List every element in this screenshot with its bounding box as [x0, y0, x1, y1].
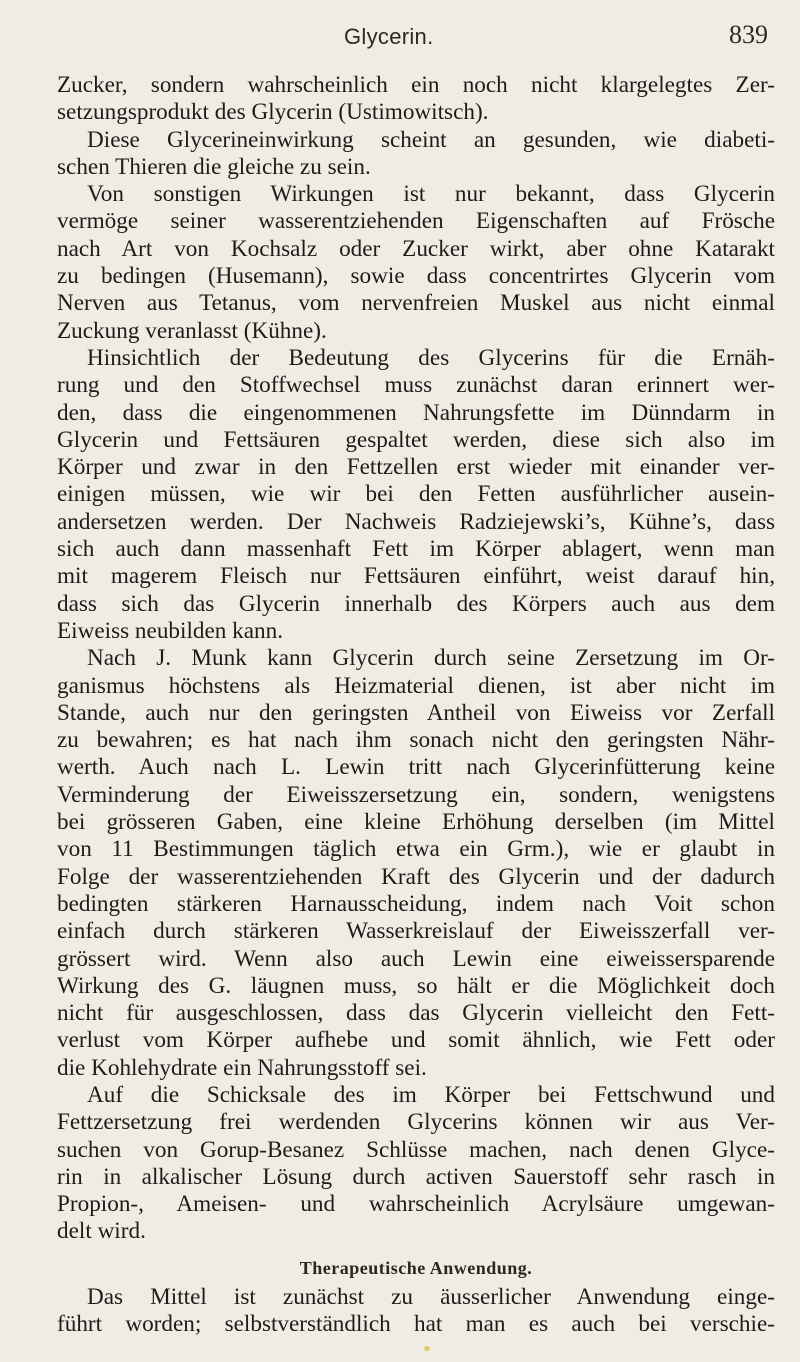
text-line: die Kohlehydrate ein Nahrungsstoff sei.	[57, 1054, 427, 1081]
text-line: dass sich das Glycerin innerhalb des Körpers auch aus dem	[57, 590, 775, 617]
text-line: setzungsprodukt des Glycerin (Ustimowitsch).	[57, 99, 489, 126]
text-line: rin in alkalischer Lösung durch activen Sauerstoff sehr rasch in	[57, 1163, 775, 1190]
page-number: 839	[729, 20, 768, 49]
text-line: schen Thieren die gleiche zu sein.	[57, 153, 371, 180]
text-line: rung und den Stoffwechsel muss zunächst daran erinnert wer-	[57, 372, 775, 399]
text-line: Fettzersetzung frei werdenden Glycerins können wir aus Ver-	[57, 1109, 775, 1136]
text-body	[57, 72, 775, 1338]
text-line: Verminderung der Eiweisszersetzung ein, sondern, wenigstens	[57, 781, 775, 808]
text-line: nicht für ausgeschlossen, dass das Glycerin vielleicht den Fett-	[57, 1000, 775, 1027]
text-line: suchen von Gorup-Besanez Schlüsse machen, nach denen Glyce-	[57, 1136, 775, 1163]
text-line: vermöge seiner wasserentziehenden Eigenschaften auf Frösche	[57, 208, 775, 235]
text-line: Wirkung des G. läugnen muss, so hält er die Möglichkeit doch	[57, 972, 775, 999]
text-line: verlust vom Körper aufhebe und somit ähnlich, wie Fett oder	[57, 1027, 775, 1054]
text-line: den, dass die eingenommenen Nahrungsfette im Dünndarm in	[57, 399, 775, 426]
text-line: zu bedingen (Husemann), sowie dass concentrirtes Glycerin vom	[57, 263, 775, 290]
text-line: sich auch dann massenhaft Fett im Körper ablagert, wenn man	[57, 536, 775, 563]
text-line: Zuckung veranlasst (Kühne).	[57, 317, 327, 344]
text-line: einfach durch stärkeren Wasserkreislauf der Eiweisszerfall ver-	[57, 918, 775, 945]
text-line: bei grösseren Gaben, eine kleine Erhöhung derselben (im Mittel	[57, 809, 775, 836]
text-line: Von sonstigen Wirkungen ist nur bekannt, dass Glycerin	[87, 181, 775, 208]
text-line: mit magerem Fleisch nur Fettsäuren einführt, weist darauf hin,	[57, 563, 775, 590]
text-line: Diese Glycerineinwirkung scheint an gesunden, wie diabeti-	[87, 126, 775, 153]
text-line: Zucker, sondern wahrscheinlich ein noch nicht klargelegtes Zer-	[57, 72, 775, 98]
running-title: Glycerin.	[344, 24, 434, 49]
text-line: nach Art von Kochsalz oder Zucker wirkt, aber ohne Katarakt	[57, 235, 775, 262]
text-line: einigen müssen, wie wir bei den Fetten ausführlicher ausein-	[57, 481, 775, 508]
text-line: Das Mittel ist zunächst zu äusserlicher Anwendung einge-	[87, 1283, 775, 1310]
text-line: Hinsichtlich der Bedeutung des Glycerins für die Ernäh-	[87, 344, 775, 371]
text-line: Stande, auch nur den geringsten Antheil von Eiweiss vor Zerfall	[57, 699, 775, 726]
text-line: bedingten stärkeren Harnausscheidung, indem nach Voit schon	[57, 890, 775, 917]
text-line: Nach J. Munk kann Glycerin durch seine Zersetzung im Or-	[87, 645, 775, 672]
text-line: zu bewahren; es hat nach ihm sonach nicht den geringsten Nähr-	[57, 727, 775, 754]
paper-speck	[424, 1346, 430, 1351]
text-line: Glycerin und Fettsäuren gespaltet werden, diese sich also im	[57, 426, 775, 453]
section-heading: Therapeutische Anwendung.	[299, 1257, 533, 1278]
text-line: Propion-, Ameisen- und wahrscheinlich Acrylsäure umgewan-	[57, 1191, 775, 1218]
text-line: werth. Auch nach L. Lewin tritt nach Glycerinfütterung keine	[57, 754, 775, 781]
section-paragraph	[57, 1284, 775, 1339]
text-line: ganismus höchstens als Heizmaterial dienen, ist aber nicht im	[57, 672, 775, 699]
text-line: andersetzen werden. Der Nachweis Radziejewski’s, Kühne’s, dass	[57, 508, 775, 535]
text-line: Folge der wasserentziehenden Kraft des Glycerin und der dadurch	[57, 863, 775, 890]
text-line: grössert wird. Wenn also auch Lewin eine eiweissersparende	[57, 945, 775, 972]
text-line: Nerven aus Tetanus, vom nervenfreien Muskel aus nicht einmal	[57, 290, 775, 317]
text-line: von 11 Bestimmungen täglich etwa ein Grm.), wie er glaubt in	[57, 836, 775, 863]
text-line: delt wird.	[57, 1218, 146, 1245]
text-line: Körper und zwar in den Fettzellen erst wieder mit einander ver-	[57, 454, 775, 481]
body-paragraphs	[57, 72, 775, 1246]
running-head	[0, 14, 800, 62]
text-line: Auf die Schicksale des im Körper bei Fettschwund und	[87, 1081, 775, 1108]
text-line: Eiweiss neubilden kann.	[57, 617, 284, 644]
text-line: führt worden; selbstverständlich hat man es auch bei verschie-	[57, 1311, 775, 1338]
